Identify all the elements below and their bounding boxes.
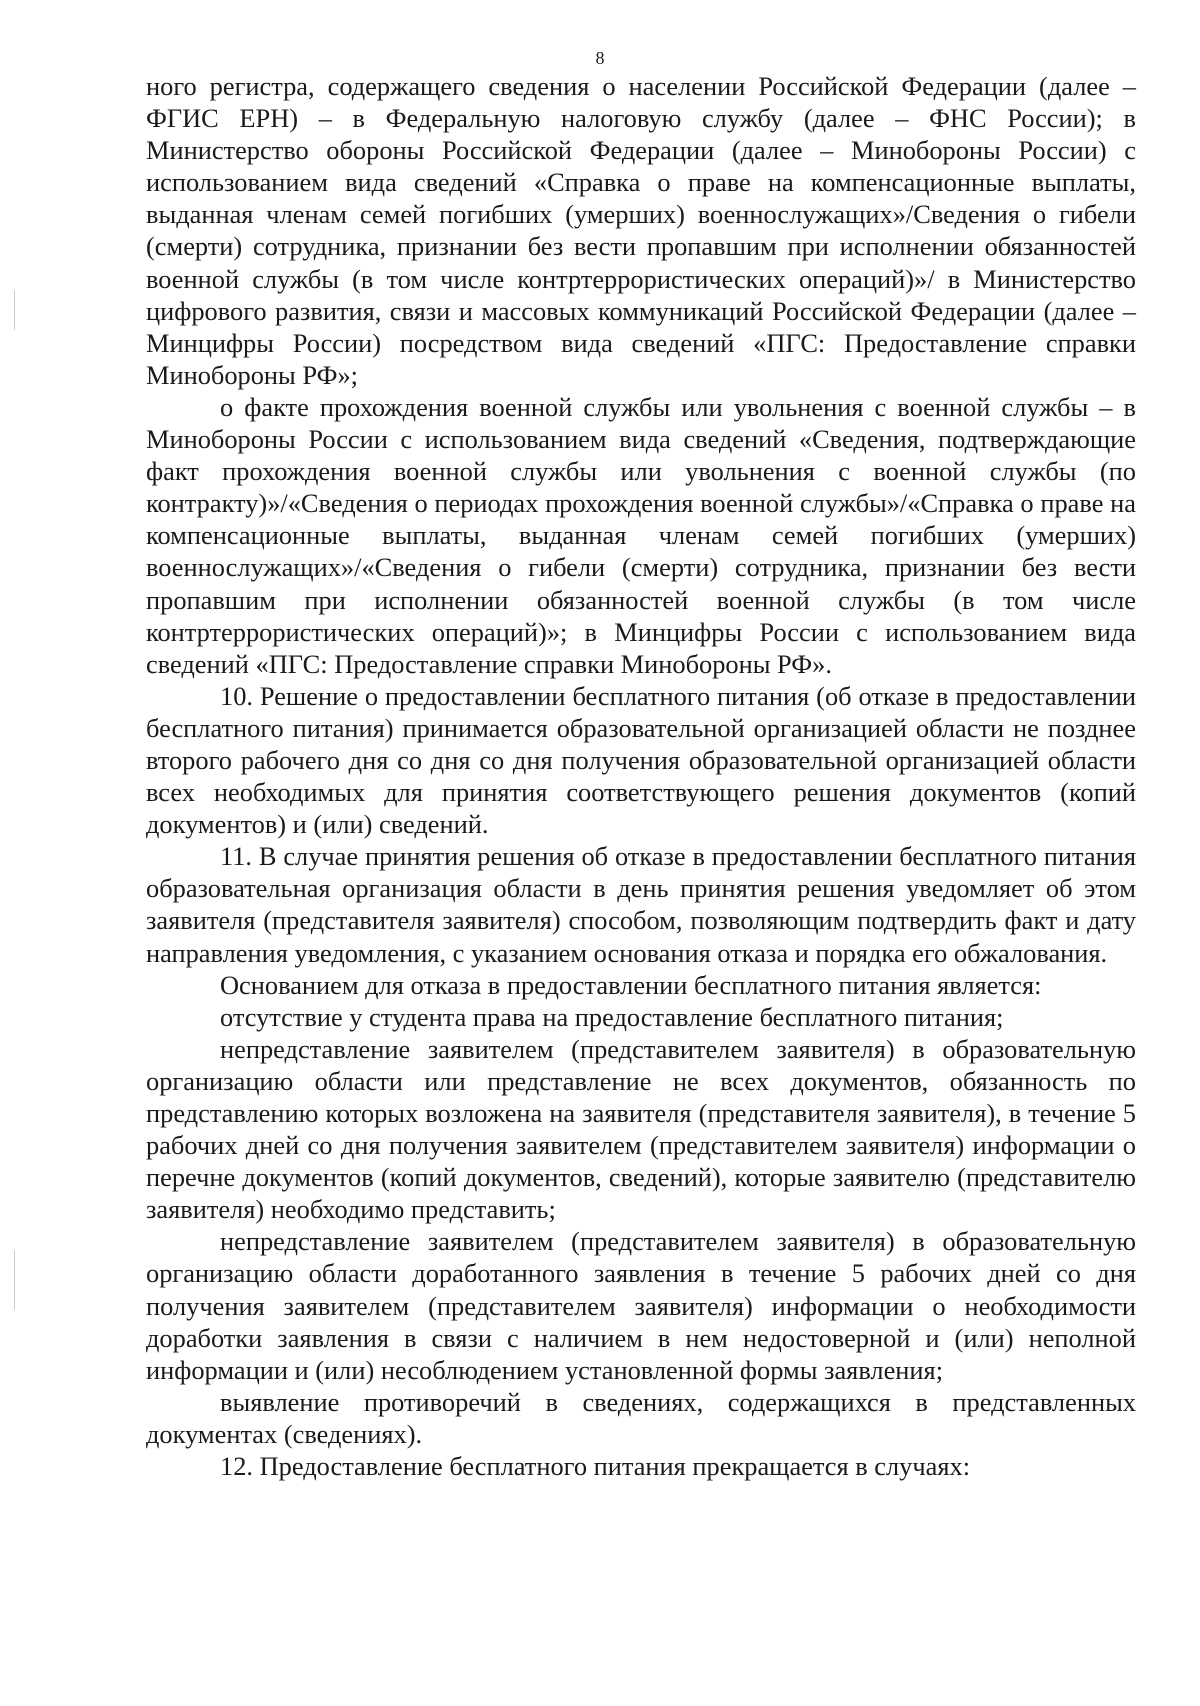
paragraph-ground-contradictions: выявление противоречий в сведениях, содержащихся в представленных документах (сведениях).	[146, 1386, 1136, 1449]
paragraph-continuation: ного регистра, содержащего сведения о населении Российской Федерации (далее – ФГИС ЕРН) – в Федеральную налоговую службу (далее – ФНС России); в Министерство обороны Российской Федерации (далее – Минобороны России) с использованием вида сведений «Справка о праве на компенсационные выплаты, выданная членам семей погибших (умерших) военнослужащих»/Сведения о гибели (смерти) сотрудника, признании без вести пропавшим при исполнении обязанностей военной службы (в том числе контртеррористических операций)»/ в Министерство цифрового развития, связи и массовых коммуникаций Российской Федерации (далее – Минцифры России) посредством вида сведений «ПГС: Предоставление справки Минобороны РФ»;	[146, 71, 1136, 390]
scan-edge-mark	[14, 290, 15, 330]
scan-edge-mark	[14, 1250, 15, 1310]
paragraph-clause-11: 11. В случае принятия решения об отказе в предоставлении бесплатного питания образовательная организация области в день принятия решения уведомляет об этом заявителя (представителя заявителя) способом, позволяющим подтвердить факт и дату направления уведомления, с указанием основания отказа и порядка его обжалования.	[146, 841, 1136, 968]
paragraph-clause-10: 10. Решение о предоставлении бесплатного питания (об отказе в предоставлении бесплатного питания) принимается образовательной организацией области не позднее второго рабочего дня со дня со дня получения образовательной организацией области всех необходимых для принятия соответствующего решения документов (копий документов) и (или) сведений.	[146, 680, 1136, 840]
paragraph-refusal-grounds: Основанием для отказа в предоставлении бесплатного питания является:	[220, 969, 1042, 1000]
paragraph-ground-no-documents: непредставление заявителем (представителем заявителя) в образовательную организацию области или представление не всех документов, обязанность по представлению которых возложена на заявителя (представителя заявителя), в течение 5 рабочих дней со дня получения заявителем (представителем заявителя) информации о перечне документов (копий документов, сведений), которые заявителю (представителю заявителя) необходимо представить;	[146, 1033, 1136, 1225]
page-number: 8	[595, 48, 605, 68]
document-body	[146, 70, 1136, 1482]
paragraph-clause-12: 12. Предоставление бесплатного питания прекращается в случаях:	[220, 1451, 971, 1482]
paragraph-ground-no-right: отсутствие у студента права на предоставление бесплатного питания;	[220, 1001, 1004, 1032]
paragraph-ground-no-revised-application: непредставление заявителем (представителем заявителя) в образовательную организацию области доработанного заявления в течение 5 рабочих дней со дня получения заявителем (представителем заявителя) информации о необходимости доработки заявления в связи с наличием в нем недостоверной и (или) неполной информации и (или) несоблюдением установленной формы заявления;	[146, 1226, 1136, 1385]
paragraph-military-service: о факте прохождения военной службы или увольнения с военной службы – в Минобороны России с использованием вида сведений «Сведения, подтверждающие факт прохождения военной службы или увольнения с военной службы (по контракту)»/«Сведения о периодах прохождения военной службы»/«Справка о праве на компенсационные выплаты, выданная членам семей погибших (умерших) военнослужащих»/«Сведения о гибели (смерти) сотрудника, признании без вести пропавшим при исполнении обязанностей военной службы (в том числе контртеррористических операций)»; в Минцифры России с использованием вида сведений «ПГС: Предоставление справки Минобороны РФ».	[146, 391, 1136, 679]
